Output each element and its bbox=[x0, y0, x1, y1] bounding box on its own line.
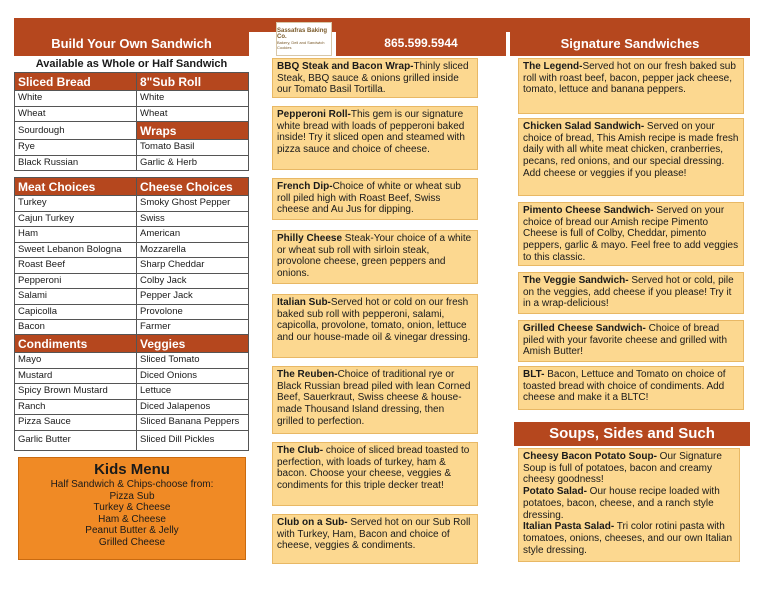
table-cell: Wheat bbox=[15, 106, 137, 122]
table-cell: Smoky Ghost Pepper bbox=[137, 196, 249, 212]
bread-col1-header: Sliced Bread bbox=[15, 73, 137, 91]
menu-item-veggie-sandwich bbox=[518, 272, 744, 314]
table-cell: Wheat bbox=[137, 106, 249, 122]
menu-item-italian-sub bbox=[272, 294, 478, 358]
soups-sides-panel bbox=[518, 448, 740, 562]
item-desc: Choice of bread piled with your favorite cheese and grilled with Amish Butter! bbox=[523, 323, 727, 358]
veggies-header: Veggies bbox=[137, 335, 249, 353]
logo-line2: Bakery, Deli and Sandwich Cookies bbox=[277, 40, 325, 50]
table-cell: Sharp Cheddar bbox=[137, 258, 249, 274]
menu-item-the-legend bbox=[518, 58, 744, 114]
item-name: Philly Cheese bbox=[277, 233, 343, 244]
table-cell: Mayo bbox=[15, 353, 137, 369]
table-cell: Pepperoni bbox=[15, 273, 137, 289]
table-cell: Mustard bbox=[15, 368, 137, 384]
table-cell: Sourdough bbox=[15, 122, 137, 140]
item-desc: Bacon, Lettuce and Tomato on choice of toasted bread with choice of condiments. Add cheese and make it a BLTC! bbox=[523, 369, 726, 404]
table-cell: Sliced Tomato bbox=[137, 353, 249, 369]
item-desc: Served hot on our fresh baked sub roll with roast beef, bacon, pepper jack cheese, tomato, lettuce and banana peppers. bbox=[523, 61, 736, 96]
menu-item-pepperoni-roll bbox=[272, 106, 478, 170]
meat-header: Meat Choices bbox=[15, 178, 137, 196]
item-desc: Choice of traditional rye or Black Russian bread piled with lean Corned Beef, Sauerkraut, Swiss cheese & house-made Thousand Island dressing, then grilled to perfection. bbox=[277, 369, 471, 427]
item-name: Potato Salad- bbox=[523, 486, 587, 498]
table-cell: Ranch bbox=[15, 399, 137, 415]
menu-item-club-on-sub bbox=[272, 514, 478, 564]
kids-item: Ham & Cheese bbox=[98, 513, 166, 525]
side-item bbox=[523, 486, 735, 521]
table-cell: Capicolla bbox=[15, 304, 137, 320]
menu-item-french-dip bbox=[272, 178, 478, 220]
item-name: The Legend- bbox=[523, 61, 583, 72]
menu-item-grilled-cheese bbox=[518, 320, 744, 362]
item-name: Club on a Sub- bbox=[277, 517, 348, 528]
build-your-own-title: Build Your Own Sandwich bbox=[14, 32, 249, 56]
menu-item-reuben bbox=[272, 366, 478, 434]
table-cell: Swiss bbox=[137, 211, 249, 227]
item-desc: Our Signature Soup is full of potatoes, bacon and creamy cheesy goodness! bbox=[523, 451, 722, 486]
kids-menu-title: Kids Menu bbox=[94, 461, 170, 478]
item-desc: Choice of white or wheat sub roll piled high with Roast Beef, Swiss cheese and Au Jus for dipping. bbox=[277, 181, 461, 216]
table-cell: Provolone bbox=[137, 304, 249, 320]
item-desc: Served hot or cold, pile on the veggies, add cheese if you please! Try it in a wrap-delicious! bbox=[523, 275, 734, 310]
menu-item-chicken-salad bbox=[518, 118, 744, 196]
table-cell: Sliced Banana Peppers bbox=[137, 415, 249, 431]
soup-item bbox=[523, 451, 735, 486]
table-cell: Diced Jalapenos bbox=[137, 399, 249, 415]
bread-col2-header: 8"Sub Roll bbox=[137, 73, 249, 91]
meat-cheese-table bbox=[14, 177, 249, 336]
header-top-bar bbox=[14, 18, 750, 32]
table-cell: White bbox=[137, 91, 249, 107]
item-desc: Thinly sliced Steak, BBQ sauce & onions grilled inside our Tomato Basil Tortilla. bbox=[277, 61, 469, 96]
phone-number: 865.599.5944 bbox=[384, 36, 458, 50]
table-cell: Roast Beef bbox=[15, 258, 137, 274]
signature-sandwiches-title: Signature Sandwiches bbox=[510, 32, 750, 56]
wraps-header: Wraps bbox=[137, 122, 249, 140]
kids-item: Grilled Cheese bbox=[98, 536, 166, 548]
table-cell: Cajun Turkey bbox=[15, 211, 137, 227]
table-cell: Garlic Butter bbox=[15, 430, 137, 450]
item-name: Pimento Cheese Sandwich- bbox=[523, 205, 654, 216]
condiments-header: Condiments bbox=[15, 335, 137, 353]
menu-item-bbq-steak bbox=[272, 58, 478, 98]
table-cell: Black Russian bbox=[15, 155, 137, 171]
table-cell: American bbox=[137, 227, 249, 243]
item-name: The Reuben- bbox=[277, 369, 338, 380]
table-cell: Sweet Lebanon Bologna bbox=[15, 242, 137, 258]
item-desc: Served hot on our Sub Roll with Turkey, Ham, Bacon and choice of cheese, veggies & condiments. bbox=[277, 517, 471, 552]
menu-item-blt bbox=[518, 366, 744, 410]
side-item bbox=[523, 521, 735, 556]
soups-sides-title: Soups, Sides and Such bbox=[514, 422, 750, 446]
table-cell: Colby Jack bbox=[137, 273, 249, 289]
table-cell: Pizza Sauce bbox=[15, 415, 137, 431]
item-desc: choice of sliced bread toasted to perfection, with loads of turkey, ham & bacon. Choose your cheese, veggies & condiments for this triple decker treat! bbox=[277, 445, 470, 492]
table-cell: Bacon bbox=[15, 320, 137, 336]
menu-item-philly-cheese bbox=[272, 230, 478, 284]
item-desc: Served on your choice of bread our Amish recipe Pimento Cheese is full of Colby, Cheddar, pimento peppers, garlic & mayo. Feel free to add veggies to this classic. bbox=[523, 205, 739, 263]
build-subtitle: Available as Whole or Half Sandwich bbox=[35, 58, 228, 70]
item-name: The Club- bbox=[277, 445, 324, 456]
item-desc: Our house recipe loaded with potatoes, bacon, cheese, and a ranch style dressing. bbox=[523, 486, 720, 521]
kids-menu-subtitle: Half Sandwich & Chips-choose from: bbox=[50, 479, 214, 490]
kids-menu bbox=[18, 457, 246, 560]
logo-line1: Sassafras Baking Co. bbox=[277, 28, 328, 40]
table-cell: Rye bbox=[15, 140, 137, 156]
table-cell: Garlic & Herb bbox=[137, 155, 249, 171]
table-cell: Lettuce bbox=[137, 384, 249, 400]
item-desc: Served on your choice of bread, This Amish recipe is made fresh daily with all white meat chicken, cranberries, pecans, red onions, and our special dressing. Add cheese or veggies if you please! bbox=[523, 121, 739, 179]
item-name: Chicken Salad Sandwich- bbox=[523, 121, 645, 132]
table-cell: Pepper Jack bbox=[137, 289, 249, 305]
item-desc: This gem is our signature white bread with loads of pepperoni baked inside! Try it sliced open and steamed with pizza sauce and choice of cheese. bbox=[277, 109, 465, 156]
kids-item: Pizza Sub bbox=[109, 490, 155, 502]
item-name: Pepperoni Roll- bbox=[277, 109, 351, 120]
item-name: The Veggie Sandwich- bbox=[523, 275, 629, 286]
menu-item-club bbox=[272, 442, 478, 506]
item-name: Grilled Cheese Sandwich- bbox=[523, 323, 646, 334]
logo bbox=[276, 22, 332, 56]
item-name: BLT- bbox=[523, 369, 545, 380]
item-name: French Dip- bbox=[277, 181, 333, 192]
table-cell: Farmer bbox=[137, 320, 249, 336]
item-desc: Served hot or cold on our fresh baked sub roll with pepperoni, salami, capicolla, provolone, tomato, onion, lettuce and our house-made oil & vinegar dressing. bbox=[277, 297, 471, 344]
item-desc: Tri color rotini pasta with tomatoes, onions, cheeses, and our own Italian style dressing. bbox=[523, 521, 733, 556]
bread-table bbox=[14, 72, 249, 171]
item-name: Italian Sub- bbox=[277, 297, 331, 308]
kids-item: Peanut Butter & Jelly bbox=[85, 525, 179, 536]
table-cell: Spicy Brown Mustard bbox=[15, 384, 137, 400]
table-cell: Ham bbox=[15, 227, 137, 243]
item-name: Italian Pasta Salad- bbox=[523, 521, 615, 533]
table-cell: Turkey bbox=[15, 196, 137, 212]
kids-item: Turkey & Cheese bbox=[93, 502, 171, 513]
table-cell: Salami bbox=[15, 289, 137, 305]
item-name: Cheesy Bacon Potato Soup- bbox=[523, 451, 657, 462]
table-cell: Tomato Basil bbox=[137, 140, 249, 156]
condiments-veggies-table bbox=[14, 334, 249, 451]
table-cell: White bbox=[15, 91, 137, 107]
table-cell: Sliced Dill Pickles bbox=[137, 430, 249, 450]
item-desc: Steak-Your choice of a white or wheat sub roll with sirloin steak, provolone cheese, green peppers and onions. bbox=[277, 233, 472, 280]
table-cell: Mozzarella bbox=[137, 242, 249, 258]
table-cell: Diced Onions bbox=[137, 368, 249, 384]
menu-item-pimento-cheese bbox=[518, 202, 744, 266]
item-name: BBQ Steak and Bacon Wrap- bbox=[277, 61, 414, 72]
cheese-header: Cheese Choices bbox=[137, 178, 249, 196]
